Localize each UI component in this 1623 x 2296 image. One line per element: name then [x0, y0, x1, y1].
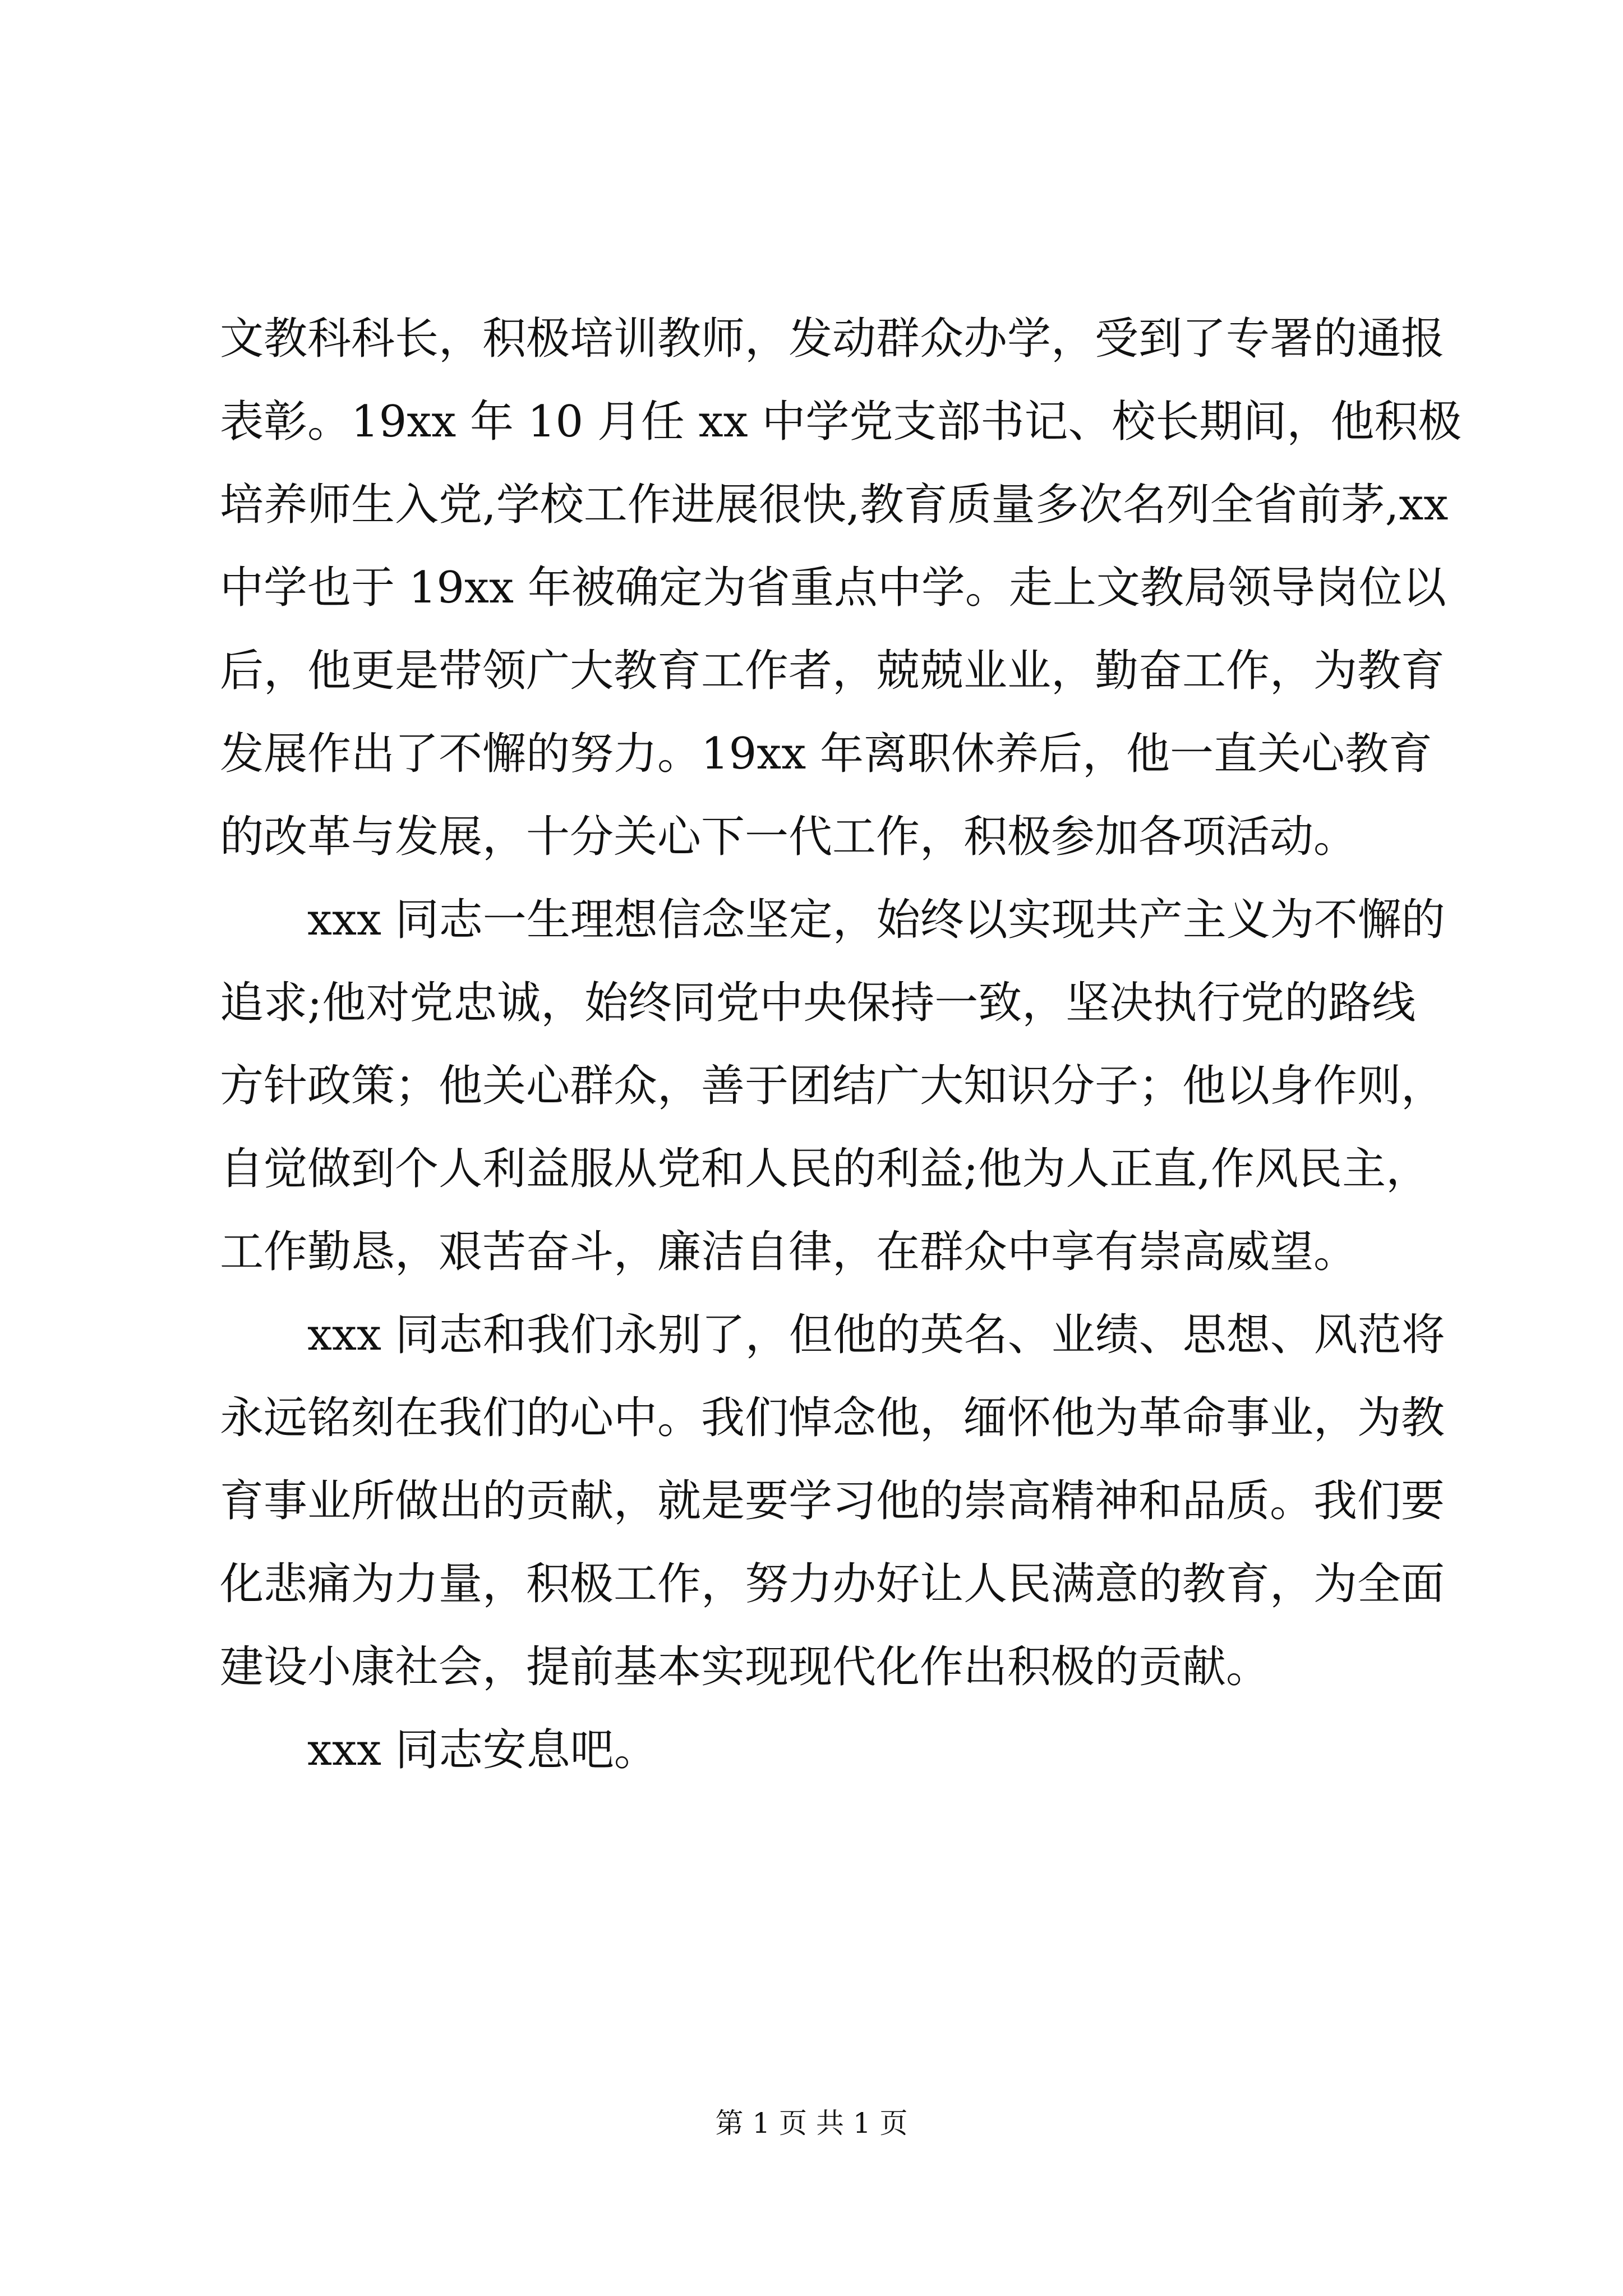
paragraph-2-line-4: 自觉做到个人利益服从党和人民的利益;他为人正直,作风民主，	[220, 1144, 1430, 1194]
paragraph-1-line-1: 文教科科长，积极培训教师，发动群众办学，受到了专署的通报	[220, 314, 1445, 364]
paragraph-1-line-5: 后，他更是带领广大教育工作者，兢兢业业，勤奋工作，为教育	[220, 646, 1445, 696]
paragraph-1-line-6: 发展作出了不懈的努力。19xx 年离职休养后，他一直关心教育	[220, 729, 1433, 779]
document-body	[220, 297, 1462, 1792]
paragraph-3-line-4: 化悲痛为力量，积极工作，努力办好让人民满意的教育，为全面	[220, 1559, 1445, 1609]
paragraph-2-line-3: 方针政策；他关心群众，善于团结广大知识分子；他以身作则，	[220, 1061, 1445, 1111]
paragraph-4-line-1: xxx 同志安息吧。	[307, 1725, 658, 1775]
paragraph-2-line-5: 工作勤恳，艰苦奋斗，廉洁自律，在群众中享有崇高威望。	[220, 1227, 1358, 1277]
page-footer	[0, 2101, 1623, 2141]
paragraph-3-line-5: 建设小康社会，提前基本实现现代化作出积极的贡献。	[220, 1642, 1270, 1692]
paragraph-3-line-2: 永远铭刻在我们的心中。我们悼念他，缅怀他为革命事业，为教	[220, 1393, 1445, 1443]
paragraph-1-line-3: 培养师生入党,学校工作进展很快,教育质量多次名列全省前茅,xx	[220, 480, 1449, 530]
paragraph-2-line-1: xxx 同志一生理想信念坚定，始终以实现共产主义为不懈的	[307, 895, 1445, 945]
paragraph-1-line-7: 的改革与发展，十分关心下一代工作，积极参加各项活动。	[220, 812, 1358, 862]
paragraph-1-line-4: 中学也于 19xx 年被确定为省重点中学。走上文教局领导岗位以	[220, 563, 1446, 613]
page-number-label: 第 1 页 共 1 页	[715, 2107, 908, 2139]
paragraph-1-line-2: 表彰。19xx 年 10 月任 xx 中学党支部书记、校长期间，他积极	[220, 397, 1462, 447]
paragraph-3-line-3: 育事业所做出的贡献，就是要学习他的崇高精神和品质。我们要	[220, 1476, 1445, 1526]
paragraph-2-line-2: 追求;他对党忠诚，始终同党中央保持一致，坚决执行党的路线	[220, 978, 1416, 1028]
paragraph-3-line-1: xxx 同志和我们永别了，但他的英名、业绩、思想、风范将	[307, 1310, 1445, 1360]
